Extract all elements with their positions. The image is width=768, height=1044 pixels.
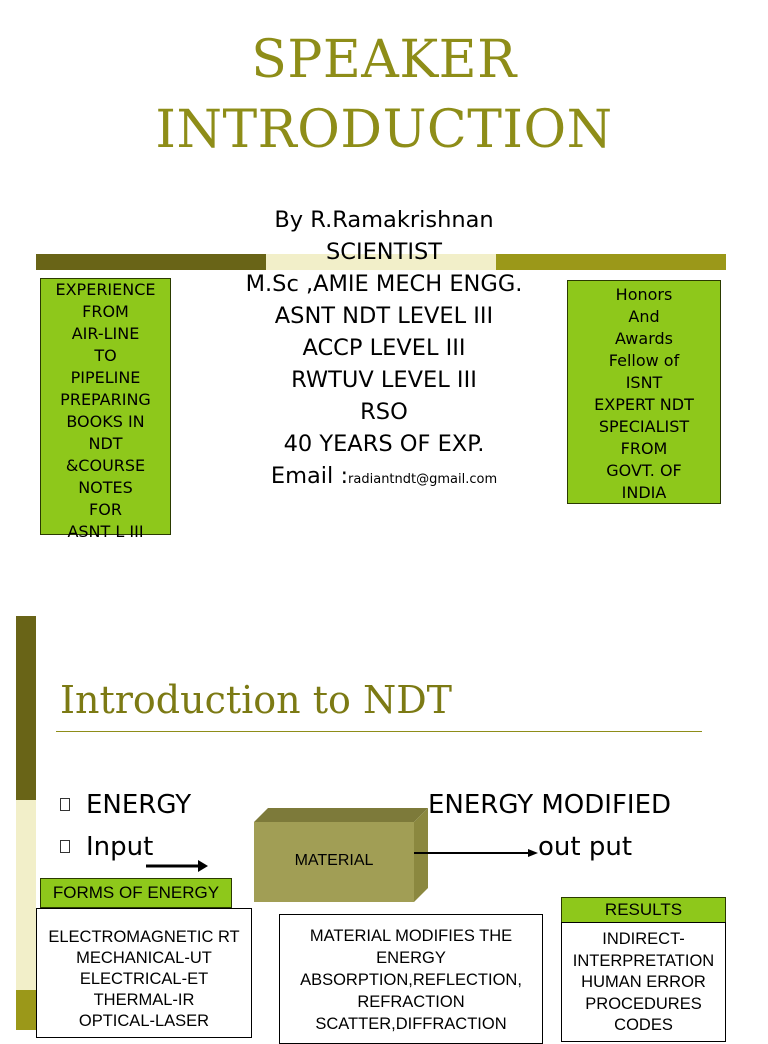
- experience-line: ASNT L III: [67, 522, 144, 541]
- email-link[interactable]: radiantndt@gmail.com: [348, 472, 498, 487]
- results-item: INTERPRETATION: [572, 951, 715, 970]
- experience-line: &COURSE: [65, 456, 146, 475]
- experience-line: AIR-LINE: [71, 324, 140, 343]
- email-label: Email :: [270, 463, 349, 489]
- experience-line: EXPERIENCE: [55, 280, 156, 299]
- speaker-cert-asnt: ASNT NDT LEVEL III: [274, 303, 494, 329]
- bullet-energy: [60, 790, 191, 820]
- material-item: SCATTER,DIFFRACTION: [315, 1015, 507, 1033]
- forms-item: ELECTRICAL-ET: [79, 970, 209, 988]
- experience-line: BOOKS IN: [66, 412, 145, 431]
- honors-line: Honors: [615, 285, 673, 304]
- material-item: ABSORPTION,REFLECTION,: [300, 971, 522, 989]
- material-modifies-box: [279, 914, 543, 1044]
- results-item: CODES: [614, 1016, 673, 1034]
- honors-line: FROM: [620, 439, 668, 458]
- experience-line: PIPELINE: [70, 368, 141, 387]
- honors-line: EXPERT NDT: [594, 395, 694, 414]
- bullet-box-icon: [60, 840, 70, 853]
- speaker-cert-rso: RSO: [360, 399, 408, 425]
- experience-line: FOR: [89, 500, 122, 519]
- experience-box: [40, 278, 171, 541]
- forms-item: MECHANICAL-UT: [76, 949, 212, 967]
- honors-line: ISNT: [625, 373, 663, 392]
- energy-modified-label: ENERGY MODIFIED: [428, 790, 672, 820]
- bullet-energy-label: ENERGY: [86, 790, 192, 820]
- results-list: [561, 922, 726, 1042]
- experience-line: NDT: [88, 434, 123, 453]
- honors-line: SPECIALIST: [598, 417, 690, 436]
- honors-line: GOVT. OF: [606, 461, 682, 480]
- forms-of-energy-list: [36, 908, 252, 1038]
- sidebar-band-light: [16, 800, 36, 990]
- honors-line: Awards: [615, 329, 673, 348]
- speaker-experience-years: 40 YEARS OF EXP.: [283, 431, 485, 457]
- forms-item: ELECTROMAGNETIC RT: [48, 928, 240, 946]
- results-item: PROCEDURES: [585, 994, 702, 1013]
- input-arrow-icon: [146, 860, 208, 872]
- slide-title-line-1: SPEAKER: [251, 30, 517, 90]
- speaker-email-line: [176, 460, 592, 496]
- experience-line: FROM: [82, 302, 129, 321]
- output-label: out put: [538, 832, 633, 862]
- honors-line: INDIA: [621, 483, 667, 502]
- experience-line: NOTES: [78, 478, 133, 497]
- speaker-cert-accp: ACCP LEVEL III: [302, 335, 466, 361]
- bullet-box-icon: [60, 798, 70, 811]
- material-block: [254, 796, 430, 910]
- speaker-details: [176, 204, 592, 496]
- bullet-input: [60, 832, 153, 862]
- slide-title: Introduction to NDT: [60, 678, 453, 722]
- output-arrow-icon: [414, 849, 538, 857]
- material-item: ENERGY: [376, 949, 446, 967]
- sidebar-band-olive: [16, 990, 36, 1030]
- bullet-input-label: Input: [86, 832, 154, 862]
- forms-item: THERMAL-IR: [93, 991, 195, 1009]
- results-item: INDIRECT-: [602, 930, 685, 948]
- honors-box: [567, 280, 721, 504]
- experience-line: TO: [94, 346, 117, 365]
- speaker-cert-rwtuv: RWTUV LEVEL III: [291, 367, 477, 393]
- forms-item: OPTICAL-LASER: [78, 1012, 210, 1030]
- material-item: REFRACTION: [357, 993, 465, 1011]
- introduction-to-ndt-slide: [0, 610, 768, 1034]
- title-underline: [56, 731, 702, 732]
- honors-line: Fellow of: [608, 351, 680, 370]
- honors-line: And: [628, 307, 660, 326]
- results-item: HUMAN ERROR: [581, 973, 706, 991]
- forms-of-energy-label: FORMS OF ENERGY: [40, 878, 232, 908]
- material-item: MATERIAL MODIFIES THE: [309, 927, 513, 945]
- slide-title-line-2: INTRODUCTION: [155, 100, 613, 160]
- experience-line: PREPARING: [60, 390, 151, 409]
- results-label: RESULTS: [561, 897, 726, 923]
- speaker-name: By R.Ramakrishnan: [274, 207, 494, 233]
- speaker-degree: M.Sc ,AMIE MECH ENGG.: [245, 271, 523, 297]
- material-label: MATERIAL: [294, 852, 374, 869]
- speaker-position: SCIENTIST: [325, 239, 443, 265]
- sidebar-band-dark: [16, 616, 36, 800]
